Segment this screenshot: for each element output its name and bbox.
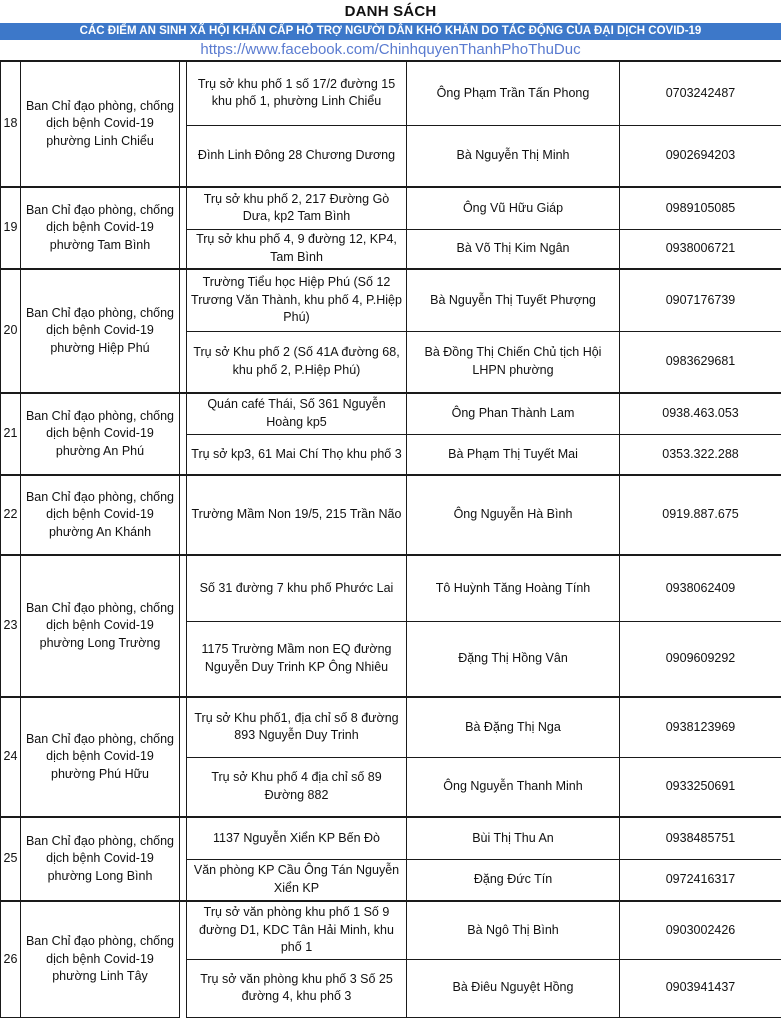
column-spacer [180,187,187,269]
phone-number[interactable]: 0907176739 [620,269,781,331]
page-subtitle: CÁC ĐIỂM AN SINH XÃ HỘI KHẨN CẤP HỖ TRỢ NGƯỜI DÂN KHÓ KHĂN DO TÁC ĐỘNG CỦA ĐẠI DỊCH COVID-19 [0,23,781,40]
contact-person: Ông Nguyễn Thanh Minh [407,757,620,817]
table-row [1,697,781,757]
table-row [1,475,781,555]
committee-name: Ban Chỉ đạo phòng, chống dịch bệnh Covid-19 phường Long Bình [21,817,180,901]
contact-person: Bà Nguyễn Thị Minh [407,125,620,187]
table-row [1,555,781,621]
point-address: Trụ sở Khu phố 4 địa chỉ số 89 Đường 882 [187,757,407,817]
table-row [1,61,781,125]
column-spacer [180,475,187,555]
point-address: 1137 Nguyễn Xiển KP Bến Đò [187,817,407,859]
support-points-table [0,60,781,1018]
contact-person: Tô Huỳnh Tăng Hoàng Tính [407,555,620,621]
phone-number[interactable]: 0938123969 [620,697,781,757]
contact-person: Bà Võ Thị Kim Ngân [407,229,620,269]
contact-person: Bùi Thị Thu An [407,817,620,859]
contact-person: Bà Đặng Thị Nga [407,697,620,757]
column-spacer [180,393,187,475]
contact-person: Đặng Thị Hồng Vân [407,621,620,697]
point-address: Trụ sở Khu phố 2 (Số 41A đường 68, khu phố 2, P.Hiệp Phú) [187,331,407,393]
row-number: 18 [1,61,21,187]
column-spacer [180,817,187,901]
page-title: DANH SÁCH [344,3,437,20]
phone-number[interactable]: 0972416317 [620,859,781,901]
point-address: Trụ sở kp3, 61 Mai Chí Thọ khu phố 3 [187,434,407,475]
point-address: Văn phòng KP Cầu Ông Tán Nguyễn Xiển KP [187,859,407,901]
phone-number[interactable]: 0989105085 [620,187,781,229]
phone-number[interactable]: 0919.887.675 [620,475,781,555]
table-row [1,901,781,959]
point-address: Trụ sở khu phố 4, 9 đường 12, KP4, Tam Bình [187,229,407,269]
phone-number[interactable]: 0353.322.288 [620,434,781,475]
table-row [1,393,781,434]
committee-name: Ban Chỉ đạo phòng, chống dịch bệnh Covid-19 phường Phú Hữu [21,697,180,817]
committee-name: Ban Chỉ đạo phòng, chống dịch bệnh Covid-19 phường Linh Tây [21,901,180,1017]
point-address: Trường Mầm Non 19/5, 215 Trần Não [187,475,407,555]
point-address: Trụ sở khu phố 1 số 17/2 đường 15 khu phố 1, phường Linh Chiểu [187,61,407,125]
contact-person: Bà Điêu Nguyệt Hồng [407,959,620,1017]
committee-name: Ban Chỉ đạo phòng, chống dịch bệnh Covid-19 phường Tam Bình [21,187,180,269]
point-address: Trụ sở văn phòng khu phố 3 Số 25 đường 4, khu phố 3 [187,959,407,1017]
point-address: Trụ sở khu phố 2, 217 Đường Gò Dưa, kp2 Tam Bình [187,187,407,229]
phone-number[interactable]: 0983629681 [620,331,781,393]
point-address: Đình Linh Đông 28 Chương Dương [187,125,407,187]
point-address: Số 31 đường 7 khu phố Phước Lai [187,555,407,621]
column-spacer [180,61,187,187]
committee-name: Ban Chỉ đạo phòng, chống dịch bệnh Covid-19 phường An Khánh [21,475,180,555]
table-row [1,817,781,859]
phone-number[interactable]: 0703242487 [620,61,781,125]
row-number: 19 [1,187,21,269]
point-address: 1175 Trường Mầm non EQ đường Nguyễn Duy Trinh KP Ông Nhiêu [187,621,407,697]
point-address: Trụ sở Khu phố1, địa chỉ số 8 đường 893 Nguyễn Duy Trinh [187,697,407,757]
contact-person: Ông Phan Thành Lam [407,393,620,434]
row-number: 25 [1,817,21,901]
phone-number[interactable]: 0933250691 [620,757,781,817]
committee-name: Ban Chỉ đạo phòng, chống dịch bệnh Covid-19 phường Linh Chiểu [21,61,180,187]
column-spacer [180,555,187,697]
row-number: 20 [1,269,21,393]
committee-name: Ban Chỉ đạo phòng, chống dịch bệnh Covid-19 phường Long Trường [21,555,180,697]
phone-number[interactable]: 0938006721 [620,229,781,269]
row-number: 23 [1,555,21,697]
column-spacer [180,269,187,393]
contact-person: Ông Nguyễn Hà Bình [407,475,620,555]
row-number: 21 [1,393,21,475]
column-spacer [180,901,187,1017]
contact-person: Ông Phạm Trần Tấn Phong [407,61,620,125]
contact-person: Ông Vũ Hữu Giáp [407,187,620,229]
column-spacer [180,697,187,817]
contact-person: Bà Đồng Thị Chiến Chủ tịch Hội LHPN phường [407,331,620,393]
table-row [1,187,781,229]
phone-number[interactable]: 0903002426 [620,901,781,959]
committee-name: Ban Chỉ đạo phòng, chống dịch bệnh Covid-19 phường Hiệp Phú [21,269,180,393]
facebook-link[interactable]: https://www.facebook.com/ChinhquyenThanhPhoThuDuc [200,41,581,58]
phone-number[interactable]: 0902694203 [620,125,781,187]
phone-number[interactable]: 0938485751 [620,817,781,859]
contact-person: Bà Phạm Thị Tuyết Mai [407,434,620,475]
phone-number[interactable]: 0903941437 [620,959,781,1017]
point-address: Trụ sở văn phòng khu phố 1 Số 9 đường D1, KDC Tân Hải Minh, khu phố 1 [187,901,407,959]
phone-number[interactable]: 0909609292 [620,621,781,697]
phone-number[interactable]: 0938.463.053 [620,393,781,434]
contact-person: Bà Ngô Thị Bình [407,901,620,959]
contact-person: Bà Nguyễn Thị Tuyết Phượng [407,269,620,331]
row-number: 26 [1,901,21,1017]
point-address: Quán café Thái, Số 361 Nguyễn Hoàng kp5 [187,393,407,434]
table-row [1,269,781,331]
committee-name: Ban Chỉ đạo phòng, chống dịch bệnh Covid-19 phường An Phú [21,393,180,475]
phone-number[interactable]: 0938062409 [620,555,781,621]
row-number: 24 [1,697,21,817]
row-number: 22 [1,475,21,555]
point-address: Trường Tiểu học Hiệp Phú (Số 12 Trương Văn Thành, khu phố 4, P.Hiệp Phú) [187,269,407,331]
contact-person: Đặng Đức Tín [407,859,620,901]
